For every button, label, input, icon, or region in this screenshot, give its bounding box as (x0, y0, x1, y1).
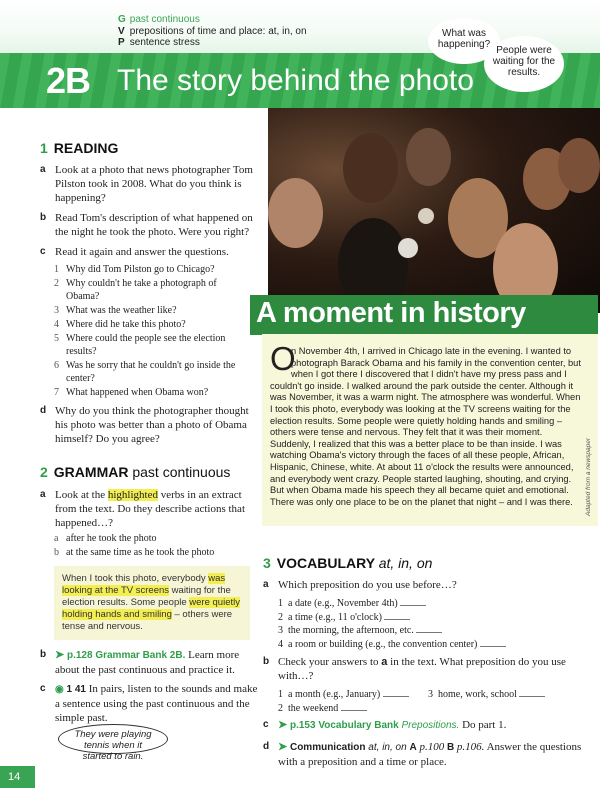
section-heading-reading (40, 140, 118, 156)
exercise-item (263, 655, 583, 683)
list-item: 5 Where could the people see the election results? (54, 333, 226, 357)
topic-row (118, 26, 307, 38)
list-item: 6 Was he sorry that he couldn't go inside the center? (54, 360, 236, 384)
section-subtitle: past continuous (132, 464, 231, 480)
list-item: 1 Why did Tom Pilston go to Chicago? (54, 264, 215, 275)
topic-letter: V (118, 25, 125, 37)
list-item: 2 Why couldn't he take a photograph of Obama? (54, 278, 217, 302)
answer-blank[interactable] (384, 611, 410, 620)
item-letter: c (40, 683, 46, 694)
article-body: n November 4th, I arrived in Chicago late in the evening. I wanted to photograph Barack Obama and his family in the convention center, but when I got there I discovered that I didn't have my press pass and I couldn't go inside. I walked around the park outside the center. Although it was November, it was a warm night. The atmosphere was wonderful. When I took this photo, everybody was looking at the TV screens waiting for the election results. Some people were quietly holding hands and smiling – others were tense and nervous. They felt that it was their moment. Suddenly, I realized that this was a better place to be than inside. I was watching Obama's victory through the faces of all these people, African, Hispanic, Chinese, white. At about 11 o'clock the results were announced, and everybody went crazy. People started laughing, shouting, and crying. But when Obama made his speech they all became quiet and emotional. There was only one place to be on the planet that night – and I was there. (270, 346, 581, 507)
item-text: Read it again and answer the questions. (55, 246, 229, 258)
topic-text: past continuous (129, 14, 200, 25)
answer-blank[interactable] (480, 638, 506, 647)
communication-label: Communication (289, 742, 366, 753)
item-letter: a (40, 164, 46, 175)
item-text: Look at a photo that news photographer Tom Pilston took in 2008. What do you think is happening? (55, 164, 253, 204)
section-subtitle: at, in, on (378, 555, 433, 571)
topic-row (118, 14, 307, 26)
topic-row (118, 37, 307, 49)
section-number: 3 (263, 555, 271, 571)
vocab-list (428, 688, 593, 702)
article-text-box (262, 334, 598, 526)
list-item: 2 a time (e.g., 11 o'clock) (278, 611, 598, 625)
exercise-item (40, 163, 260, 205)
list-item: 2 the weekend (278, 702, 428, 716)
answer-blank[interactable] (383, 688, 409, 697)
vocabulary-bank-link[interactable]: p.153 Vocabulary Bank (289, 720, 399, 731)
item-letter: a (263, 579, 269, 590)
photo-person (558, 138, 600, 193)
exercise-item (40, 245, 260, 259)
item-letter: c (263, 719, 269, 730)
item-text: Look at the highlighted verbs in an extract from the text. Do they describe actions that happened…? (55, 489, 245, 529)
vocab-list (278, 688, 428, 715)
highlighted-word: highlighted (107, 489, 158, 501)
unit-number: 2B (46, 60, 91, 101)
list-item: 1 a date (e.g., November 4th) (278, 597, 598, 611)
vocab-list (278, 597, 598, 651)
exercise-item (40, 488, 260, 530)
list-item: 3 the morning, the afternoon, etc. (278, 624, 598, 638)
answer-blank[interactable] (341, 702, 367, 711)
audio-track-icon[interactable]: ◉ (55, 684, 64, 695)
exercise-item (40, 648, 260, 677)
audio-track-number: 1 41 (66, 684, 86, 695)
photo-person (406, 128, 451, 186)
topic-letter: P (118, 37, 125, 48)
exercise-item (263, 718, 583, 733)
item-letter: d (40, 405, 47, 416)
section-number: 2 (40, 464, 48, 480)
drop-cap: O (270, 340, 296, 377)
item-letter: b (263, 656, 270, 667)
text-extract-box: When I took this photo, everybody was looking at the TV screens waiting for the election results. Some people were quietly holding hands and smiling – others were tense and nervous. (54, 566, 250, 640)
item-text: Why do you think the photographer thought his photo was better than a photo of Obama himself? Do you agree? (55, 405, 249, 445)
speech-bubble: People were waiting for the results. (484, 36, 564, 92)
list-item: 7 What happened when Obama won? (54, 387, 209, 398)
news-photo (268, 108, 600, 313)
item-letter: a (40, 489, 46, 500)
list-item: a after he took the photo (54, 533, 157, 544)
list-item: 4 a room or building (e.g., the convention center) (278, 638, 598, 652)
page-number: 14 (0, 766, 35, 788)
page-title: The story behind the photo (117, 64, 474, 97)
item-text: ◉ 1 41 In pairs, listen to the sounds and make a sentence using the past continuous and the simple past. (55, 683, 258, 724)
arrow-icon: ➤ (55, 649, 65, 661)
exercise-item (263, 578, 583, 592)
section-heading-grammar (40, 464, 230, 480)
grammar-bank-link[interactable]: p.128 Grammar Bank 2B. (66, 650, 186, 661)
list-item: 3 What was the weather like? (54, 305, 177, 316)
exercise-item (40, 211, 260, 239)
badge-icon (398, 238, 418, 258)
answer-blank[interactable] (416, 624, 442, 633)
exercise-item (40, 682, 260, 725)
section-heading-vocabulary (263, 555, 432, 571)
topic-letter: G (118, 14, 126, 25)
item-text: ➤ Communication at, in, on A p.100 B p.106. Answer the questions with a preposition and a time or place. (278, 741, 582, 768)
item-text: ➤ p.128 Grammar Bank 2B. Learn more about the past continuous and practice it. (55, 649, 240, 676)
unit-topics (118, 14, 307, 49)
list-item: 1 a month (e.g., January) (278, 688, 428, 702)
item-letter: b (40, 212, 47, 223)
item-letter: d (263, 741, 270, 752)
section-number: 1 (40, 140, 48, 156)
list-item: b at the same time as he took the photo (54, 547, 215, 558)
topic-text: sentence stress (129, 37, 200, 48)
section-title: VOCABULARY (276, 555, 375, 571)
item-letter: c (40, 246, 46, 257)
question-list (54, 263, 244, 400)
item-letter: b (40, 649, 47, 660)
unit-header (0, 0, 600, 108)
exercise-item (263, 740, 583, 769)
highlighted-phrase: were quietly holding hands and smiling (62, 597, 240, 620)
item-text: Which preposition do you use before…? (278, 579, 457, 591)
item-text: Read Tom's description of what happened on the night he took the photo. Were you right? (55, 212, 253, 238)
speech-bubble: What was happening? (428, 18, 500, 64)
item-text: Check your answers to a in the text. What preposition do you use with…? (278, 656, 566, 682)
photo-person (343, 133, 398, 203)
list-item: 3 home, work, school (428, 688, 593, 702)
answer-blank[interactable] (400, 597, 426, 606)
photo-person (268, 178, 323, 248)
article-headline: A moment in history (250, 295, 598, 335)
arrow-icon: ➤ (278, 741, 288, 753)
arrow-icon: ➤ (278, 719, 288, 731)
section-title: GRAMMAR (53, 464, 129, 480)
topic-text: prepositions of time and place: at, in, on (129, 25, 307, 37)
badge-icon (418, 208, 434, 224)
answer-blank[interactable] (519, 688, 545, 697)
highlighted-phrase: was looking at the TV screens (62, 573, 226, 596)
example-speech-bubble: They were playing tennis when it started to rain. (58, 724, 168, 754)
option-list (54, 532, 254, 560)
exercise-item (40, 404, 260, 446)
list-item: 4 Where did he take this photo? (54, 319, 186, 330)
section-title: READING (53, 140, 119, 156)
source-credit: Adapted from a newspaper (585, 437, 592, 516)
item-text: ➤ p.153 Vocabulary Bank Prepositions. Do part 1. (278, 719, 507, 731)
